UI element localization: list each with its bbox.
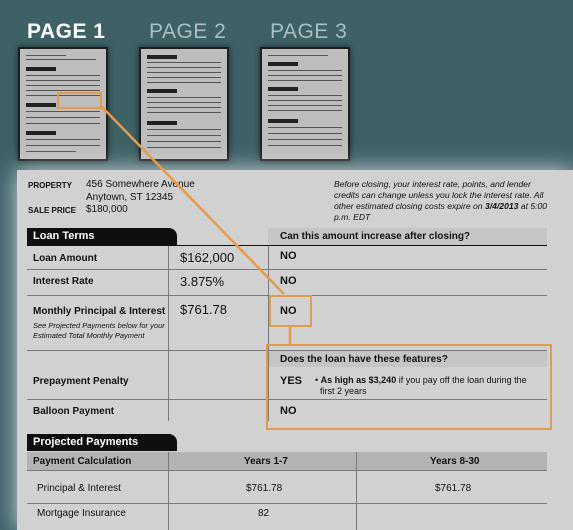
- principal-interest-years-1-7: $761.78: [246, 483, 283, 494]
- principal-interest-years-8-30: $761.78: [435, 483, 472, 494]
- closing-costs-note: Before closing, your interest rate, points, and lender credits can change unless you lock the interest rate. All other estimated closing costs expire on 3/4/2013 at 5:00 p.m. EDT: [334, 179, 548, 222]
- loan-amount-label: Loan Amount: [33, 253, 98, 264]
- loan-amount-value: $162,000: [180, 250, 235, 265]
- loan-features-highlight-box: [266, 344, 552, 430]
- monthly-pi-value: $761.78: [180, 302, 227, 317]
- prepayment-penalty-detail: • As high as $3,240 if you pay off the loan during the first 2 years: [315, 375, 527, 396]
- mortgage-insurance-label: Mortgage Insurance: [37, 508, 126, 519]
- prepayment-penalty-label: Prepayment Penalty: [33, 376, 129, 387]
- tab-page-3[interactable]: PAGE 3: [270, 20, 348, 43]
- payment-calculation-header: Payment Calculation: [33, 456, 132, 467]
- property-address-line1: 456 Somewhere Avenue: [86, 179, 195, 190]
- loan-terms-header: Loan Terms: [27, 228, 177, 245]
- monthly-pi-sublabel-1: See Projected Payments below for your: [33, 321, 165, 330]
- sale-price-label: SALE PRICE: [28, 206, 77, 215]
- principal-interest-label: Principal & Interest: [37, 483, 121, 494]
- tab-page-1[interactable]: PAGE 1: [27, 20, 106, 43]
- monthly-pi-answer: NO: [280, 305, 297, 317]
- property-address-line2: Anytown, ST 12345: [86, 192, 174, 203]
- projected-payments-header: Projected Payments: [27, 434, 177, 451]
- loan-amount-answer: NO: [280, 250, 297, 262]
- interest-rate-label: Interest Rate: [33, 276, 94, 287]
- prepayment-penalty-answer: YES: [280, 375, 303, 387]
- monthly-pi-sublabel-2: Estimated Total Monthly Payment: [33, 331, 145, 340]
- monthly-pi-label: Monthly Principal & Interest: [33, 306, 166, 317]
- interest-rate-answer: NO: [280, 275, 297, 287]
- mortgage-insurance-years-1-7: 82: [258, 508, 270, 519]
- sale-price-value: $180,000: [86, 204, 128, 215]
- balloon-payment-answer: NO: [280, 405, 297, 417]
- years-8-30-header: Years 8-30: [430, 456, 480, 467]
- balloon-payment-label: Balloon Payment: [33, 406, 115, 417]
- tab-page-2[interactable]: PAGE 2: [149, 20, 227, 43]
- years-1-7-header: Years 1-7: [244, 456, 288, 467]
- increase-question: Can this amount increase after closing?: [280, 231, 471, 242]
- features-question: Does the loan have these features?: [280, 354, 448, 365]
- interest-rate-value: 3.875%: [180, 274, 225, 289]
- property-label: PROPERTY: [28, 181, 73, 190]
- monthly-pi-highlight-box: [269, 295, 312, 327]
